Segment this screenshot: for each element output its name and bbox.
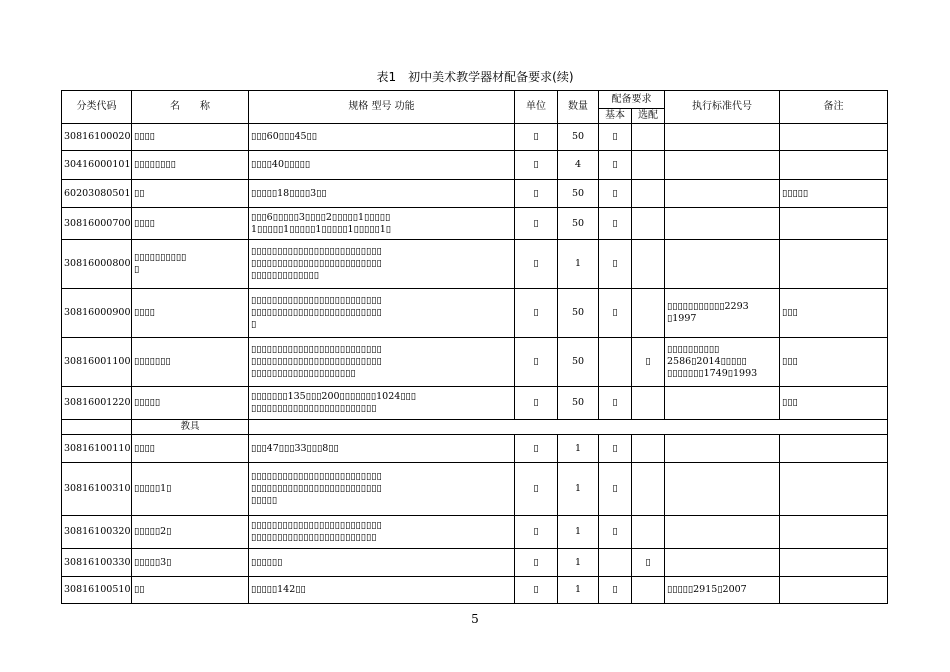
cell-basic: ▯: [599, 289, 632, 338]
cell-qty: 1: [558, 577, 599, 604]
section-label: 教具: [132, 420, 249, 435]
cell-standard: ▯▯▯▯▯2915▯2007: [665, 577, 780, 604]
cell-qty: 1: [558, 240, 599, 289]
cell-optional: [632, 577, 665, 604]
cell-standard: ▯▯▯▯▯▯▯▯▯▯ 2586▯2014▯▯▯▯▯ ▯▯▯▯▯▯▯1749▯1993: [665, 338, 780, 387]
cell-standard: [665, 124, 780, 151]
cell-name: ▯▯▯▯▯▯▯▯▯▯ ▯: [132, 240, 249, 289]
cell-name: ▯▯▯▯▯3▯: [132, 549, 249, 577]
table-row: [62, 387, 888, 420]
cell-code: 30816100330: [62, 549, 132, 577]
cell-code: 30816001220: [62, 387, 132, 420]
cell-basic: ▯: [599, 463, 632, 516]
cell-name: ▯▯▯▯▯▯▯: [132, 338, 249, 387]
cell-qty: 50: [558, 338, 599, 387]
cell-unit: ▯: [515, 240, 558, 289]
cell-remark: [780, 208, 888, 240]
table-row: [62, 208, 888, 240]
cell-code: 30816100110: [62, 435, 132, 463]
cell-standard: [665, 549, 780, 577]
cell-spec: ▯▯▯▯▯▯▯▯▯▯▯▯▯▯▯▯▯▯▯▯▯▯▯▯▯ ▯▯▯▯▯▯▯▯▯▯▯▯▯▯▯▯▯▯▯▯▯▯▯▯▯ ▯▯▯▯▯▯▯▯▯▯▯▯▯▯▯▯▯▯▯▯: [249, 338, 515, 387]
cell-standard: [665, 387, 780, 420]
cell-spec: ▯▯▯▯40▯▯▯▯▯: [249, 151, 515, 180]
header-name: 名 称: [132, 91, 249, 124]
cell-code: 30416000101: [62, 151, 132, 180]
cell-qty: 50: [558, 208, 599, 240]
cell-unit: ▯: [515, 208, 558, 240]
cell-code: 30816000800: [62, 240, 132, 289]
header-remark: 备注: [780, 91, 888, 124]
equipment-table: [61, 90, 888, 604]
cell-basic: ▯: [599, 208, 632, 240]
cell-standard: [665, 516, 780, 549]
cell-code: 60203080501: [62, 180, 132, 208]
table-row: [62, 549, 888, 577]
table-row: [62, 516, 888, 549]
cell-unit: ▯: [515, 180, 558, 208]
cell-optional: [632, 387, 665, 420]
cell-standard: [665, 463, 780, 516]
section-row: [62, 420, 888, 435]
cell-standard: [665, 240, 780, 289]
cell-code: 30816000700: [62, 208, 132, 240]
cell-name: ▯▯▯▯: [132, 208, 249, 240]
cell-unit: ▯: [515, 289, 558, 338]
cell-qty: 1: [558, 435, 599, 463]
cell-spec: ▯▯▯▯▯▯▯▯▯▯▯▯▯▯▯▯▯▯▯▯▯▯▯▯▯ ▯▯▯▯▯▯▯▯▯▯▯▯▯▯▯▯▯▯▯▯▯▯▯▯: [249, 516, 515, 549]
cell-qty: 1: [558, 549, 599, 577]
cell-name: ▯▯▯▯▯2▯: [132, 516, 249, 549]
cell-qty: 50: [558, 124, 599, 151]
cell-code: 30816000900: [62, 289, 132, 338]
cell-unit: ▯: [515, 435, 558, 463]
table-row: [62, 463, 888, 516]
cell-unit: ▯: [515, 124, 558, 151]
cell-standard: [665, 435, 780, 463]
cell-name: ▯▯▯▯▯▯▯▯: [132, 151, 249, 180]
cell-unit: ▯: [515, 338, 558, 387]
cell-standard: [665, 180, 780, 208]
cell-code: 30816100310: [62, 463, 132, 516]
table-title: 表1 初中美术教学器材配备要求(续): [376, 70, 574, 84]
cell-basic: ▯: [599, 240, 632, 289]
cell-code: 30816001100: [62, 338, 132, 387]
table-row: [62, 338, 888, 387]
header-unit: 单位: [515, 91, 558, 124]
cell-name: ▯▯▯▯▯1▯: [132, 463, 249, 516]
cell-code: 30816100020: [62, 124, 132, 151]
cell-optional: [632, 208, 665, 240]
cell-unit: ▯: [515, 387, 558, 420]
cell-standard: [665, 208, 780, 240]
header-optional: 选配: [632, 109, 665, 124]
cell-remark: [780, 124, 888, 151]
cell-optional: ▯: [632, 338, 665, 387]
cell-qty: 1: [558, 463, 599, 516]
cell-spec: ▯▯▯▯▯142▯▯: [249, 577, 515, 604]
cell-basic: ▯: [599, 577, 632, 604]
cell-unit: ▯: [515, 151, 558, 180]
cell-optional: [632, 151, 665, 180]
cell-optional: [632, 180, 665, 208]
cell-basic: ▯: [599, 180, 632, 208]
header-standard: 执行标准代号: [665, 91, 780, 124]
cell-qty: 50: [558, 387, 599, 420]
cell-remark: [780, 240, 888, 289]
cell-basic: ▯: [599, 516, 632, 549]
cell-optional: [632, 463, 665, 516]
cell-basic: ▯: [599, 387, 632, 420]
cell-qty: 50: [558, 180, 599, 208]
cell-remark: [780, 577, 888, 604]
cell-remark: [780, 151, 888, 180]
page-number: 5: [471, 612, 479, 626]
cell-qty: 4: [558, 151, 599, 180]
cell-spec: ▯▯▯6▯▯▯▯▯3▯▯▯▯2▯▯▯▯▯1▯▯▯▯▯ 1▯▯▯▯▯1▯▯▯▯▯1▯▯▯▯▯1▯▯▯▯▯1▯: [249, 208, 515, 240]
cell-name: ▯▯▯▯: [132, 435, 249, 463]
header-basic: 基本: [599, 109, 632, 124]
header-spec: 规格 型号 功能: [249, 91, 515, 124]
cell-basic: ▯: [599, 435, 632, 463]
cell-basic: [599, 338, 632, 387]
cell-name: ▯▯▯▯: [132, 289, 249, 338]
header-code: 分类代码: [62, 91, 132, 124]
table-row: [62, 180, 888, 208]
cell-basic: [599, 549, 632, 577]
cell-remark: [780, 435, 888, 463]
cell-optional: [632, 289, 665, 338]
table-row: [62, 435, 888, 463]
cell-remark: [780, 463, 888, 516]
cell-spec: ▯▯▯▯▯18▯▯▯▯3▯▯: [249, 180, 515, 208]
cell-basic: ▯: [599, 151, 632, 180]
cell-remark: ▯▯▯: [780, 289, 888, 338]
cell-unit: ▯: [515, 549, 558, 577]
cell-name: ▯▯: [132, 577, 249, 604]
cell-spec: ▯▯▯▯▯▯▯135▯▯▯200▯▯▯▯▯▯▯1024▯▯▯ ▯▯▯▯▯▯▯▯▯▯▯▯▯▯▯▯▯▯▯▯▯▯▯▯: [249, 387, 515, 420]
table-row: [62, 240, 888, 289]
cell-spec: ▯▯▯60▯▯▯45▯▯: [249, 124, 515, 151]
cell-remark: [780, 516, 888, 549]
cell-optional: [632, 516, 665, 549]
cell-spec: ▯▯▯▯▯▯▯▯▯▯▯▯▯▯▯▯▯▯▯▯▯▯▯▯▯ ▯▯▯▯▯▯▯▯▯▯▯▯▯▯▯▯▯▯▯▯▯▯▯▯▯ ▯▯▯▯▯▯▯▯▯▯▯▯▯: [249, 240, 515, 289]
cell-unit: ▯: [515, 516, 558, 549]
cell-code: 30816100510: [62, 577, 132, 604]
cell-spec: ▯▯▯47▯▯▯33▯▯▯8▯▯: [249, 435, 515, 463]
header-config: 配备要求: [599, 91, 665, 109]
cell-name: ▯▯▯▯: [132, 124, 249, 151]
cell-remark: [780, 549, 888, 577]
cell-optional: [632, 240, 665, 289]
cell-remark: ▯▯▯▯▯: [780, 180, 888, 208]
cell-spec: ▯▯▯▯▯▯▯▯▯▯▯▯▯▯▯▯▯▯▯▯▯▯▯▯▯ ▯▯▯▯▯▯▯▯▯▯▯▯▯▯▯▯▯▯▯▯▯▯▯▯▯ ▯▯▯▯▯: [249, 463, 515, 516]
header-qty: 数量: [558, 91, 599, 124]
cell-name: ▯▯: [132, 180, 249, 208]
table-row: [62, 289, 888, 338]
cell-unit: ▯: [515, 577, 558, 604]
cell-remark: ▯▯▯: [780, 387, 888, 420]
cell-unit: ▯: [515, 463, 558, 516]
cell-optional: ▯: [632, 549, 665, 577]
cell-code: 30816100320: [62, 516, 132, 549]
cell-spec: ▯▯▯▯▯▯: [249, 549, 515, 577]
table-row: [62, 124, 888, 151]
table-row: [62, 577, 888, 604]
cell-basic: ▯: [599, 124, 632, 151]
cell-name: ▯▯▯▯▯: [132, 387, 249, 420]
cell-remark: ▯▯▯: [780, 338, 888, 387]
cell-optional: [632, 124, 665, 151]
cell-optional: [632, 435, 665, 463]
cell-qty: 50: [558, 289, 599, 338]
cell-standard: [665, 151, 780, 180]
cell-spec: ▯▯▯▯▯▯▯▯▯▯▯▯▯▯▯▯▯▯▯▯▯▯▯▯▯ ▯▯▯▯▯▯▯▯▯▯▯▯▯▯▯▯▯▯▯▯▯▯▯▯▯ ▯: [249, 289, 515, 338]
cell-qty: 1: [558, 516, 599, 549]
table-row: [62, 151, 888, 180]
cell-standard: ▯▯▯▯▯▯▯▯▯▯▯2293 ▯1997: [665, 289, 780, 338]
